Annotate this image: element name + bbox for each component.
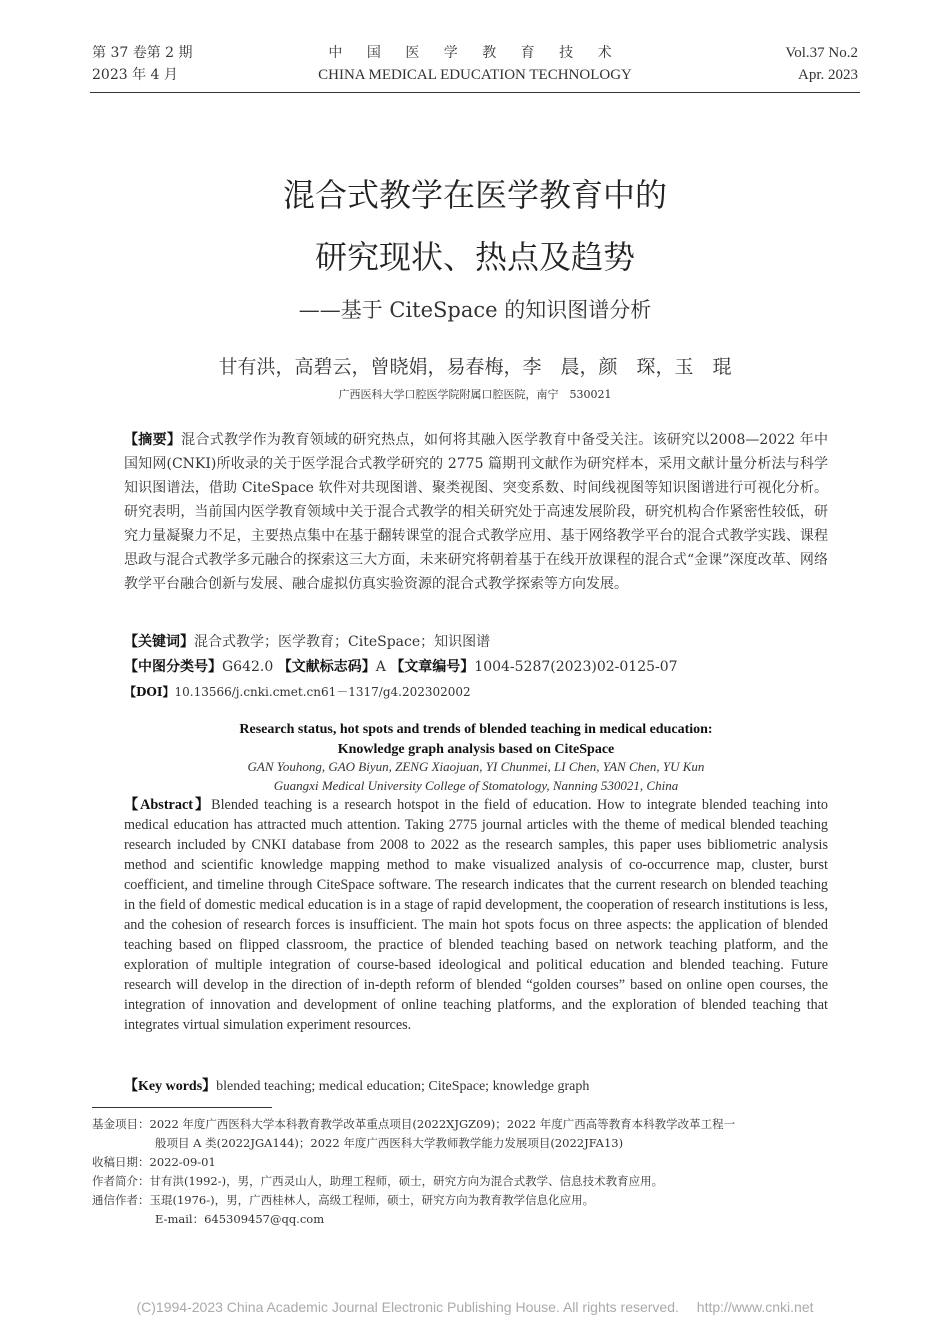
- abstract-cn-text: 混合式教学作为教育领域的研究热点，如何将其融入医学教育中备受关注。该研究以2008—2022 年中国知网(CNKI)所收录的关于医学混合式教学研究的 2775 篇期刊文献作为研究样本，采用文献计量分析法与科学知识图谱法，借助 CiteSpace 软件对共现图谱、聚类视图、突变系数、时间线视图等知识图谱进行可视化分析。研究表明，当前国内医学教育领域中关于混合式教学的相关研究处于高速发展阶段，研究机构合作紧密性较低，研究力量凝聚力不足，主要热点集中在基于翻转课堂的混合式教学应用、基于网络教学平台的混合式教学实践、课程思政与混合式教学多元融合的探索这三大方面，未来研究将朝着基于在线开放课程的混合式“金课”深度改革、网络教学平台融合创新与发展、融合虚拟仿真实验资源的混合式教学探索等方向发展。: [124, 432, 829, 592]
- abstract-cn: [124, 428, 828, 596]
- header-left: [92, 42, 193, 86]
- article-title-line2: 研究现状、热点及趋势: [314, 238, 635, 276]
- english-authors: GAN Youhong, GAO Biyun, ZENG Xiaojuan, YI Chunmei, LI Chen, YAN Chen, YU Kun: [247, 759, 705, 774]
- author-list: 甘有洪，高碧云，曾晓娟，易春梅，李 晨，颜 琛，玉 琨: [218, 356, 732, 378]
- doi: [124, 680, 828, 704]
- footnote-fund-cont: 般项目 A 类(2022JGA144)；2022 年度广西医科大学教师教学能力发展项目(2022JFA13): [155, 1136, 624, 1150]
- footnote-corresponding: 通信作者：玉琨(1976-)，男，广西桂林人，高级工程师，硕士，研究方向为教育教学信息化应用。: [92, 1193, 595, 1207]
- article-title-line1: 混合式教学在医学教育中的: [282, 176, 667, 214]
- header-center: [250, 42, 700, 86]
- doi-label: 【DOI】: [124, 685, 175, 699]
- abstract-en-label: 【Abstract】: [124, 797, 212, 813]
- header-rule: [90, 92, 860, 93]
- footnotes: [92, 1115, 862, 1229]
- journal-name-en: CHINA MEDICAL EDUCATION TECHNOLOGY: [318, 67, 632, 83]
- volume-issue-cn: 第 37 卷第 2 期: [92, 45, 193, 61]
- date-cn: 2023 年 4 月: [92, 67, 178, 83]
- copyright-notice: (C)1994-2023 China Academic Journal Electronic Publishing House. All rights reserved. http://www.cnki.net: [136, 1299, 814, 1315]
- doc-code-label: 【文献标志码】: [277, 659, 376, 675]
- footnote-author-bio: 作者简介：甘有洪(1992-)，男，广西灵山人，助理工程师，硕士，研究方向为混合式教学、信息技术教育应用。: [92, 1174, 664, 1188]
- footnote-received: 收稿日期：2022-09-01: [92, 1155, 216, 1169]
- affiliation: 广西医科大学口腔医学院附属口腔医院，南宁 530021: [338, 388, 612, 401]
- abstract-en: [124, 795, 828, 1035]
- keywords-cn-label: 【关键词】: [124, 634, 194, 650]
- footnote-email: E-mail：645309457@qq.com: [155, 1212, 325, 1226]
- volume-issue-en: Vol.37 No.2: [785, 45, 858, 61]
- article-subtitle: ——基于 CiteSpace 的知识图谱分析: [298, 298, 652, 322]
- keywords-en: [124, 1075, 828, 1095]
- clc-value: G642.0: [222, 659, 274, 675]
- english-title-line1: Research status, hot spots and trends of blended teaching in medical education:: [239, 722, 713, 737]
- journal-name-cn: 中 国 医 学 教 育 技 术: [328, 45, 622, 61]
- date-en: Apr. 2023: [798, 67, 858, 83]
- clc-label: 【中图分类号】: [124, 659, 222, 675]
- article-id-label: 【文章编号】: [390, 659, 475, 675]
- keywords-en-label: 【Key words】: [124, 1079, 217, 1094]
- abstract-en-text: Blended teaching is a research hotspot in the field of education. How to integrate blended teaching into medical education has attracted much attention. Taking 2775 journal articles with the theme of medical blended teaching research included by CNKI database from 2008 to 2022 as the research samples, this paper uses bibliometric analysis method and scientific knowledge mapping method to make visualized analysis of co-occurrence map, cluster, burst coefficient, and timeline through CiteSpace software. The research indicates that the current research on blended teaching in the field of domestic medical education is in a stage of rapid development, the cooperation of research institutions is less, and the cohesion of research forces is insufficient. The main hot spots focus on three aspects: the application of blended teaching based on flipped classroom, the practice of blended teaching based on network teaching platform, and the exploration of multiple integration of course-based ideological and political education and blended teaching. Future research will develop in the direction of in-depth reform of blended “golden courses” based on online open courses, the integration of innovation and development of online teaching platforms, and the exploration of blended teaching that integrates virtual simulation experiment resources.: [124, 797, 828, 1033]
- keywords-en-text: blended teaching; medical education; CiteSpace; knowledge graph: [216, 1079, 590, 1094]
- abstract-cn-label: 【摘要】: [124, 432, 182, 448]
- doc-code-value: A: [375, 659, 386, 675]
- english-title-line2: Knowledge graph analysis based on CiteSpace: [337, 742, 615, 757]
- header-right: [785, 42, 858, 86]
- keywords-cn: [124, 630, 828, 654]
- footnote-fund: 基金项目：2022 年度广西医科大学本科教育教学改革重点项目(2022XJGZ09)；2022 年度广西高等教育本科教学改革工程一: [92, 1117, 736, 1131]
- keywords-cn-text: 混合式教学；医学教育；CiteSpace；知识图谱: [194, 634, 491, 650]
- article-id-value: 1004-5287(2023)02-0125-07: [474, 659, 678, 675]
- english-affiliation: Guangxi Medical University College of Stomatology, Nanning 530021, China: [273, 778, 679, 793]
- footnote-rule: [92, 1107, 272, 1108]
- doi-value: 10.13566/j.cnki.cmet.cn61－1317/g4.202302002: [174, 685, 471, 699]
- classification-cn: [124, 655, 828, 679]
